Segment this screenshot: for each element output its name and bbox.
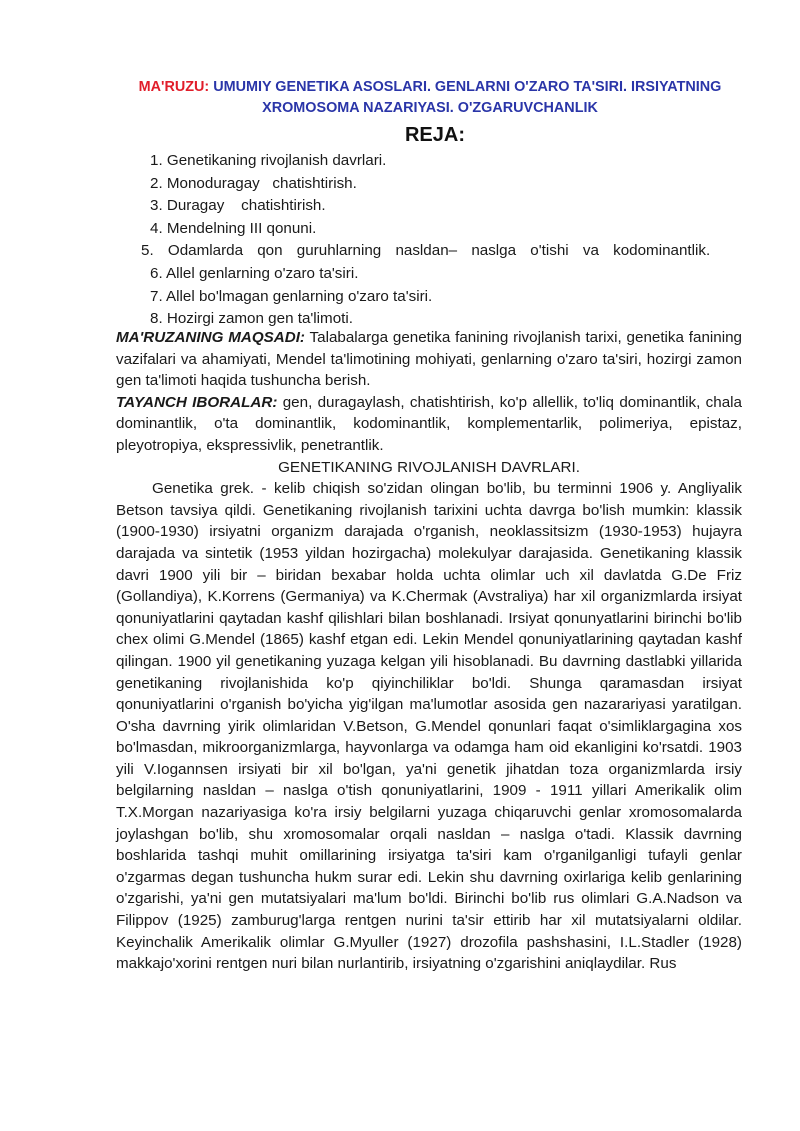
title-prefix: MA'RUZU: bbox=[138, 79, 210, 95]
purpose-paragraph bbox=[116, 327, 742, 392]
purpose-text: Talabalarga genetika fanining rivojlanish tarixi, genetika fanining vazifalari va ahamiyati, Mendel ta'limotining mohiyati, genlarning o'zaro ta'siri, hozirgi zamon gen ta'limoti haqida tushuncha berish. bbox=[116, 329, 742, 390]
lecture-title bbox=[105, 77, 755, 118]
keywords-text: gen, duragaylash, chatishtirish, ko'p allellik, to'liq dominantlik, chala dominantlik, o'ta dominantlik, kodominantlik, komplementarlik, polimeriya, epistaz, pleyotropiya, ekspressivlik, penetrantlik. bbox=[116, 393, 742, 454]
plan-item: 6. Allel genlarning o'zaro ta'siri. bbox=[150, 264, 359, 282]
plan-item: 4. Mendelning III qonuni. bbox=[150, 219, 317, 237]
plan-item: 8. Hozirgi zamon gen ta'limoti. bbox=[150, 310, 353, 328]
section-paragraph: Genetika grek. - kelib chiqish so'zidan olingan bo'lib, bu terminni 1906 y. Angliyalik Betson tavsiya qildi. Genetikaning rivojlanish tarixini uchta davrga bo'lish mumkin: klassik (1900-1930) irsiyatni organizm darajada o'rganish, neoklassitsizm (1930-1953) hujayra darajada va sintetik (1953 yildan hozirgacha) molekulyar darajasida. Genetikaning klassik davri 1900 yili bir – biridan bexabar holda uchta olimlar uch xil davlatda G.De Friz (Gollandiya), K.Korrens (Germaniya) va K.Chermak (Avstraliya) har xil organizmlarda irsiyat qonuniyatlarini qaytadan kashf qilishlari bilan boshlanadi. Irsiyat qonunyatlarini birinchi bo'lib chex olimi G.Mendel (1865) kashf etgan edi. Lekin Mendel qonuniyatlarining qaytadan kashf qilingan. 1900 yil genetikaning yuzaga kelgan yili hisoblanadi. Bu davrning dastlabki yillarida genetikaning rivojlanishida ko'p qiyinchiliklar bo'ldi. Shunga qaramasdan irsiyat qonuniyatlarini o'rganish bo'yicha yig'ilgan ma'lumotlar asosida gen nazarariyasi yaratilgan. O'sha davrning yirik olimlaridan V.Betson, G.Mendel qonunlari faqat o'simliklargagina xos bo'lmasdan, mikroorganizmlarga, hayvonlarga va odamga ham oid ekanligini ko'rsatdi. 1903 yili V.Iogannsen irsiyati bir xil bo'lgan, ya'ni genetik jihatdan toza organizmlarda irsiy belgilarning nasldan – naslga o'tish qonuniyatlarini, 1909 - 1911 yillari Amerikalik olim T.X.Morgan nazariyasiga ko'ra irsiy belgilarni yuzaga chiqaruvchi genlar xromosomalarda joylashgan bo'lib, shu xromosomalar orqali nasldan – naslga o'tadi. Klassik davrning boshlarida tashqi muhit omillarining irsiyatga ta'siri kam o'rganilganligi tufayli genlar o'zgarmas degan tushuncha hukm surar edi. Lekin shu davrning oxirlariga kelib genlarining o'zgarishi, ya'ni gen mutatsiyalari ma'lum bo'ldi. Birinchi bo'lib rus olimlari G.A.Nadson va Filippov (1925) zamburug'larga rentgen nurini ta'sir ettirib har xil mutatsiyalarni oldilar. Keyinchalik Amerikalik olimlar G.Myuller (1927) drozofila pashshasini, I.L.Stadler (1928) makkajo'xorini rentgen nuri bilan nurlantirib, irsiyatning o'zgarishini aniqlaydilar. Rus bbox=[116, 480, 742, 973]
plan-item: 2. Monoduragay chatishtirish. bbox=[150, 174, 357, 192]
plan-item-5: 5. Odamlarda qon guruhlarning nasldan– naslga o'tishi va kodominantlik. bbox=[141, 242, 711, 260]
document-body bbox=[116, 327, 742, 975]
keywords-paragraph bbox=[116, 392, 742, 457]
plan-item: 7. Allel bo'lmagan genlarning o'zaro ta'siri. bbox=[150, 287, 433, 305]
plan-item: 1. Genetikaning rivojlanish davrlari. bbox=[150, 152, 387, 169]
plan-heading: REJA: bbox=[404, 124, 465, 146]
keywords-label: TAYANCH IBORALAR: bbox=[116, 393, 278, 411]
section-heading: GENETIKANING RIVOJLANISH DAVRLARI. bbox=[278, 458, 580, 476]
plan-item: 3. Duragay chatishtirish. bbox=[150, 197, 326, 215]
plan-list bbox=[141, 150, 716, 331]
plan-item bbox=[141, 240, 716, 263]
title-text: UMUMIY GENETIKA ASOSLARI. GENLARNI O'ZARO TA'SIRI. IRSIYATNING XROMOSOMA NAZARIYASI. O'ZGARUVCHANLIK bbox=[213, 79, 722, 116]
purpose-label: MA'RUZANING MAQSADI: bbox=[116, 329, 305, 346]
